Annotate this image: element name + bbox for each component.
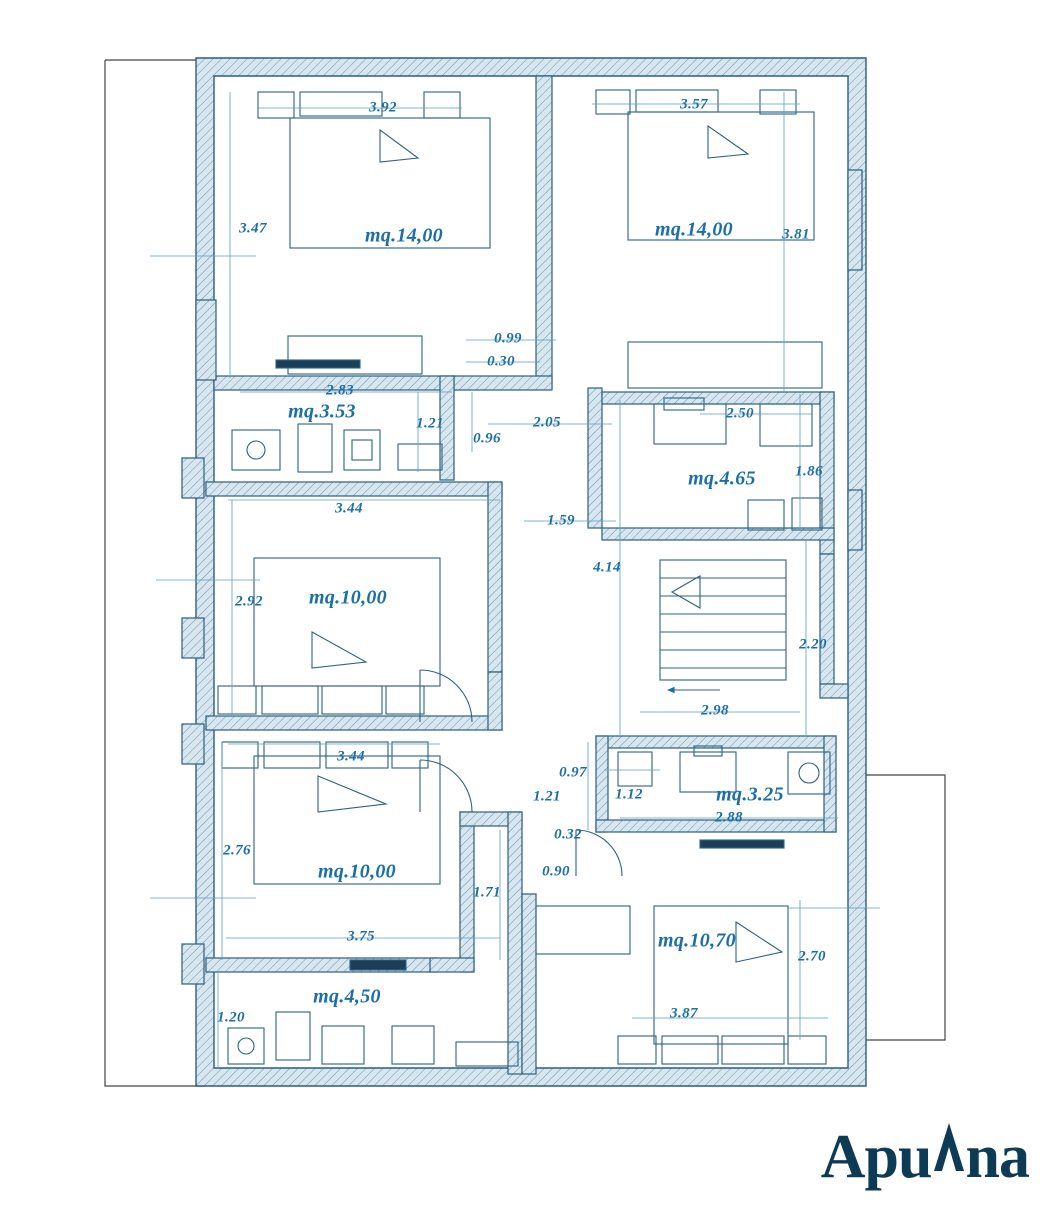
dimension-label: 1.21: [416, 415, 444, 432]
dimension-label: 4.14: [593, 559, 621, 576]
dimension-label: 1.86: [795, 463, 823, 480]
dimension-label: 2.50: [726, 405, 754, 422]
dimension-label: 3.87: [670, 1005, 698, 1022]
dimension-label: 2.20: [799, 636, 827, 653]
dimension-label: 1.21: [533, 788, 561, 805]
dimension-label: 2.88: [715, 809, 743, 826]
dimension-label: 0.30: [487, 353, 515, 370]
dimension-label: 3.81: [782, 226, 810, 243]
room-area-label: mq.3.53: [288, 400, 356, 423]
dimension-label: 1.59: [547, 512, 575, 529]
dimension-label: 1.20: [217, 1009, 245, 1026]
dimension-label: 2.83: [326, 382, 354, 399]
room-area-label: mq.10,70: [658, 929, 736, 952]
room-area-label: mq.3.25: [716, 783, 784, 806]
dimension-label: 0.97: [559, 764, 587, 781]
logo-mountain-icon: [932, 1117, 966, 1188]
room-area-label: mq.14,00: [655, 218, 733, 241]
dimension-label: 3.92: [369, 99, 397, 116]
dimension-label: 2.70: [798, 948, 826, 965]
dimension-label: 0.96: [473, 430, 501, 447]
room-area-label: mq.4,50: [313, 985, 381, 1008]
dimension-label: 3.75: [347, 928, 375, 945]
dimension-label: 1.71: [473, 884, 501, 901]
dimension-label: 3.57: [680, 96, 708, 113]
dimension-label: 2.05: [533, 414, 561, 431]
dimension-label: 2.76: [223, 842, 251, 859]
dimension-label: 0.90: [542, 863, 570, 880]
room-area-label: mq.10,00: [309, 586, 387, 609]
logo-text-right: na: [965, 1123, 1029, 1191]
dimension-label: 3.44: [337, 748, 365, 765]
dimension-label: 1.12: [615, 786, 643, 803]
dimension-label: 2.98: [701, 702, 729, 719]
dimension-label: 0.99: [494, 330, 522, 347]
room-area-label: mq.4.65: [688, 467, 756, 490]
room-area-label: mq.10,00: [318, 860, 396, 883]
dimension-label: 0.32: [554, 826, 582, 843]
logo-text-left: Apu: [820, 1123, 932, 1191]
dimension-label: 3.44: [335, 500, 363, 517]
apuana-logo: [820, 1117, 1029, 1191]
interior-walls: [182, 76, 862, 1074]
room-area-label: mq.14,00: [365, 224, 443, 247]
dimension-label: 2.92: [235, 593, 263, 610]
dimension-label: 3.47: [239, 220, 267, 237]
